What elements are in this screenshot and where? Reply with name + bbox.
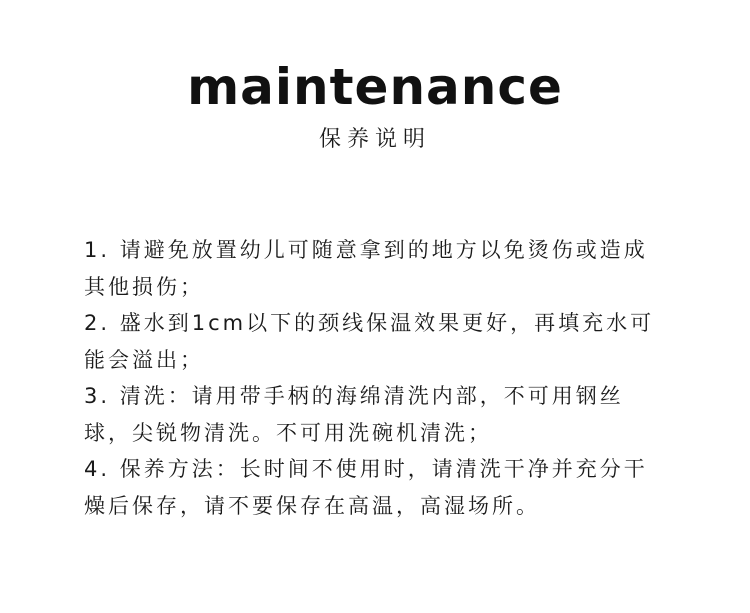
page-title: maintenance bbox=[187, 58, 563, 116]
instruction-line: 其他损伤； bbox=[84, 274, 204, 299]
instruction-line: 能会溢出； bbox=[84, 347, 204, 372]
instruction-line: 2. 盛水到1cm以下的颈线保温效果更好，再填充水可 bbox=[84, 311, 655, 335]
instruction-line: 4. 保养方法：长时间不使用时，请清洗干净并充分干 bbox=[84, 457, 648, 481]
instruction-line: 球，尖锐物清洗。不可用洗碗机清洗； bbox=[84, 420, 492, 445]
page-subtitle: 保养说明 bbox=[318, 127, 431, 152]
instruction-line: 3. 清洗：请用带手柄的海绵清洗内部，不可用钢丝 bbox=[84, 384, 624, 408]
instruction-line: 燥后保存，请不要保存在高温，高湿场所。 bbox=[84, 493, 540, 518]
instruction-line: 1. 请避免放置幼儿可随意拿到的地方以免烫伤或造成 bbox=[84, 238, 648, 262]
instructions-list bbox=[84, 232, 684, 524]
